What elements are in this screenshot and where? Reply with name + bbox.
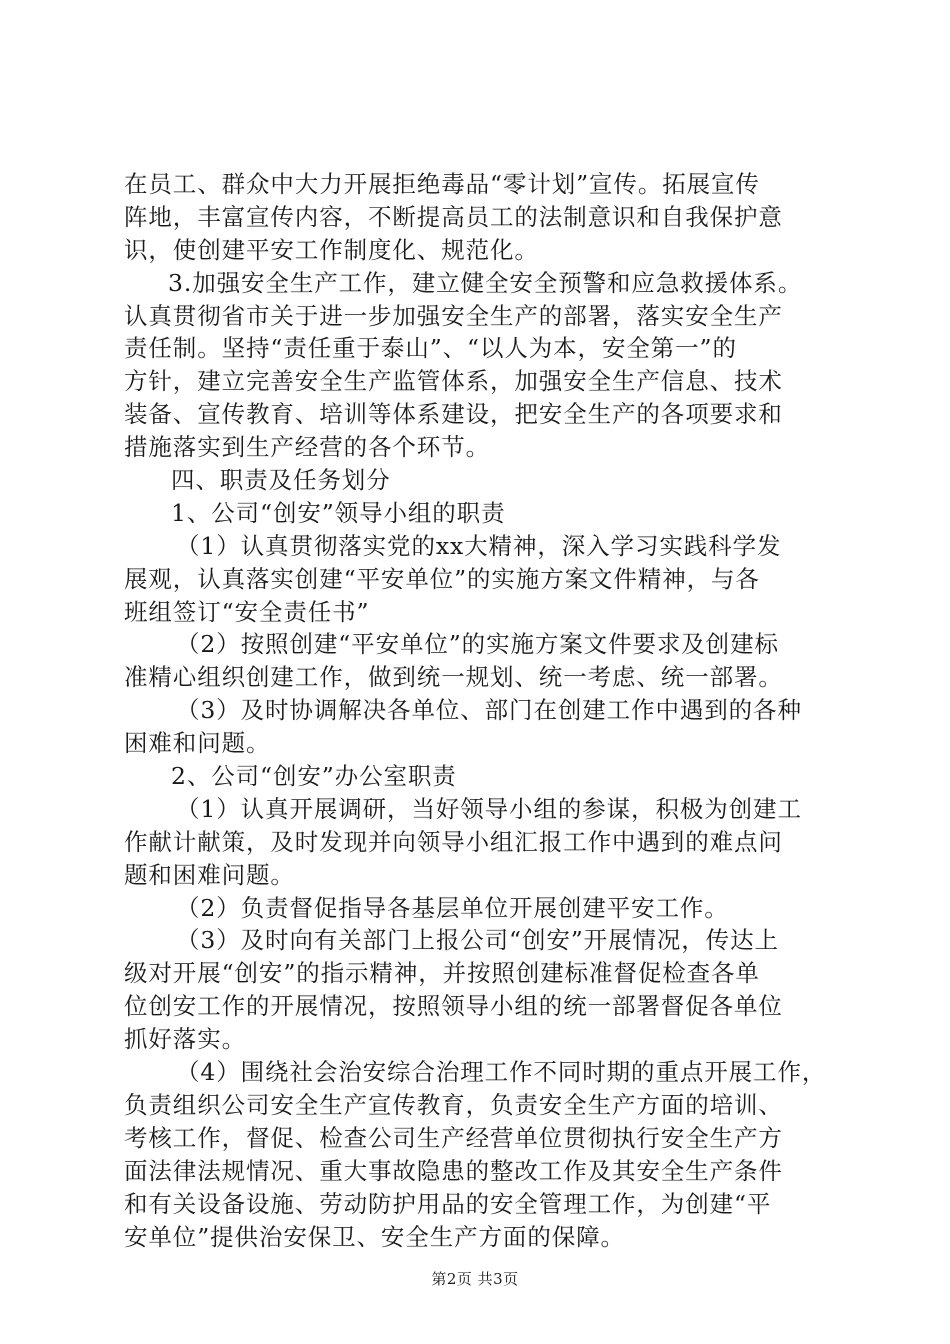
text-line: 2、公司“创安”办公室职责 bbox=[171, 762, 457, 791]
text-line: 位创安工作的开展情况，按照领导小组的统一部署督促各单位 bbox=[124, 992, 783, 1021]
text-line: 3.加强安全生产工作，建立健全安全预警和应急救援体系。 bbox=[168, 268, 803, 297]
text-line: （3）及时向有关部门上报公司“创安”开展情况，传达上 bbox=[176, 926, 779, 955]
text-line: （2）负责督促指导各基层单位开展创建平安工作。 bbox=[176, 893, 729, 922]
text-line: 面法律法规情况、重大事故隐患的整改工作及其安全生产条件 bbox=[124, 1156, 783, 1185]
text-line: （1）认真开展调研，当好领导小组的参谋，积极为创建工 bbox=[176, 794, 802, 823]
text-line: 方针，建立完善安全生产监管体系，加强安全生产信息、技术 bbox=[124, 367, 783, 396]
text-line: 阵地，丰富宣传内容，不断提高员工的法制意识和自我保护意 bbox=[124, 202, 783, 231]
text-line: 和有关设备设施、劳动防护用品的安全管理工作，为创建“平 bbox=[124, 1189, 772, 1218]
text-line: 识，使创建平安工作制度化、规范化。 bbox=[124, 235, 539, 264]
page-footer: 第2页 共3页 bbox=[431, 1270, 519, 1288]
text-line: 困难和问题。 bbox=[124, 729, 271, 758]
text-line: 作献计献策，及时发现并向领导小组汇报工作中遇到的难点问 bbox=[124, 827, 783, 856]
text-line: 题和困难问题。 bbox=[124, 860, 295, 889]
text-line: （2）按照创建“平安单位”的实施方案文件要求及创建标 bbox=[176, 630, 779, 659]
text-line: （1）认真贯彻落实党的xx大精神，深入学习实践科学发 bbox=[176, 531, 782, 560]
text-line: 措施落实到生产经营的各个环节。 bbox=[124, 433, 490, 462]
text-line: 1、公司“创安”领导小组的职责 bbox=[171, 498, 506, 527]
text-line: 级对开展“创安”的指示精神，并按照创建标准督促检查各单 bbox=[124, 959, 760, 988]
document-body bbox=[124, 168, 844, 1253]
text-line: （4）围绕社会治安综合治理工作不同时期的重点开展工作， bbox=[176, 1058, 827, 1087]
text-line: 四、职责及任务划分 bbox=[171, 466, 391, 495]
text-line: 认真贯彻省市关于进一步加强安全生产的部署，落实安全生产 bbox=[124, 301, 783, 330]
text-line: 装备、宣传教育、培训等体系建设，把安全生产的各项要求和 bbox=[124, 400, 783, 429]
text-line: （3）及时协调解决各单位、部门在创建工作中遇到的各种 bbox=[176, 696, 802, 725]
text-line: 班组签订“安全责任书” bbox=[124, 597, 370, 626]
text-line: 考核工作，督促、检查公司生产经营单位贯彻执行安全生产方 bbox=[124, 1123, 783, 1152]
text-line: 责任制。坚持“责任重于泰山”、“以人为本，安全第一”的 bbox=[124, 334, 737, 363]
text-line: 展观，认真落实创建“平安单位”的实施方案文件精神，与各 bbox=[124, 564, 760, 593]
text-line: 安单位”提供治安保卫、安全生产方面的保障。 bbox=[124, 1222, 625, 1251]
text-line: 抓好落实。 bbox=[124, 1025, 246, 1054]
text-line: 负责组织公司安全生产宣传教育，负责安全生产方面的培训、 bbox=[124, 1090, 783, 1119]
text-line: 准精心组织创建工作，做到统一规划、统一考虑、统一部署。 bbox=[124, 663, 783, 692]
text-line: 在员工、群众中大力开展拒绝毒品“零计划”宣传。拓展宣传 bbox=[124, 170, 760, 198]
